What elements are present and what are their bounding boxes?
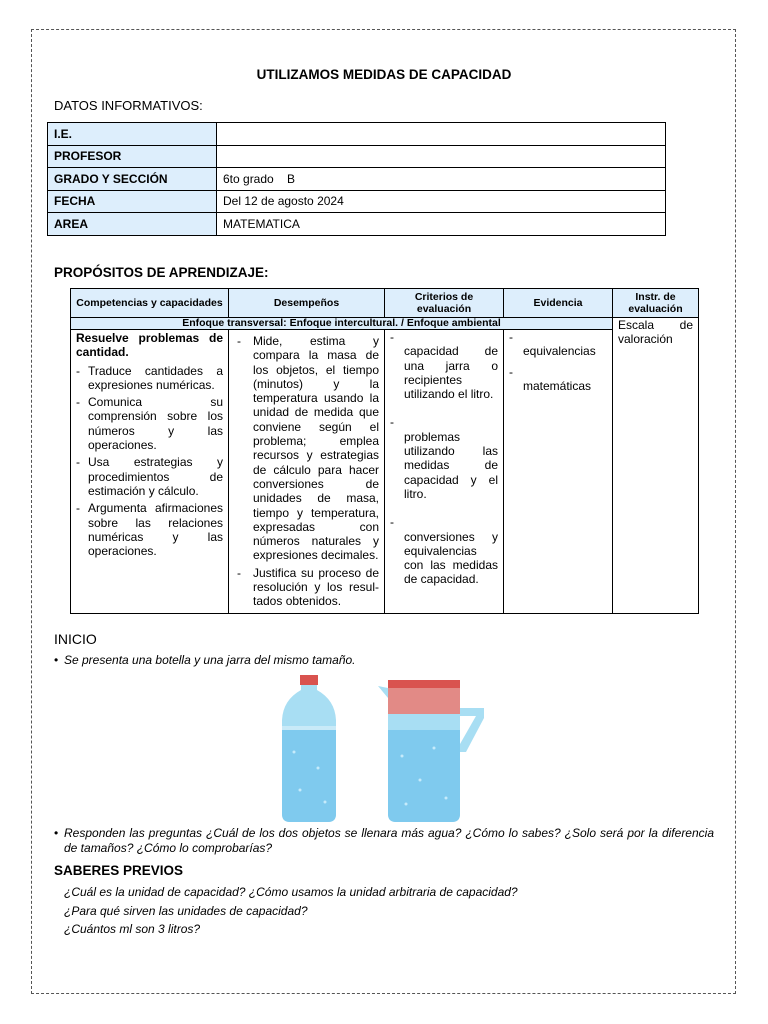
- criterios-cell: - capacidad de una jarra o recipientes utilizando el litro. - problemas utilizando las medidas de capacidad y el litro. - conversiones y equivalencias con las medidas de capacidad.: [385, 330, 504, 614]
- info-label: I.E.: [48, 123, 217, 146]
- table-header-row: [71, 289, 699, 318]
- competencia-title: Resuelve problemas de cantidad.: [76, 331, 223, 360]
- instrumento-cell: [613, 318, 699, 614]
- info-label: GRADO Y SECCIÓN: [48, 168, 217, 191]
- criterio-text: capacidad de una jarra o recipientes utilizando el litro.: [404, 344, 498, 402]
- info-value-grado: 6to grado B: [217, 168, 666, 191]
- inicio-item: [54, 653, 714, 667]
- bullet-icon: •: [54, 653, 59, 667]
- info-label: PROFESOR: [48, 145, 217, 168]
- column-header: Instr. de evaluación: [613, 289, 699, 318]
- table-row: [48, 123, 666, 146]
- saberes-question: ¿Cuántos ml son 3 litros?: [64, 922, 201, 936]
- info-value-fecha: Del 12 de agosto 2024: [217, 190, 666, 213]
- criterio-text: conversiones y equivalencias con las medidas de capacidad.: [404, 529, 498, 587]
- bullet-icon: •: [54, 826, 59, 840]
- jar-icon: [378, 680, 484, 822]
- enfoque-transversal: Enfoque transversal: Enfoque intercultural. / Enfoque ambiental: [71, 318, 613, 330]
- inicio-item-text: Se presenta una botella y una jarra del mismo tamaño.: [64, 653, 356, 667]
- competencias-cell: [71, 330, 229, 614]
- column-header: Desempeños: [229, 289, 385, 318]
- column-header: Competencias y capacidades: [71, 289, 229, 318]
- column-header: Criterios de evaluación: [385, 289, 504, 318]
- inicio-item-text: Responden las preguntas ¿Cuál de los dos objetos se llenara más agua? ¿Cómo lo sabes? ¿Solo será por la diferencia de tamaños? ¿Cómo lo comprobarías?: [64, 826, 714, 855]
- document-title: UTILIZAMOS MEDIDAS DE CAPACIDAD: [256, 67, 512, 82]
- saberes-question: ¿Cuál es la unidad de capacidad? ¿Cómo usamos la unidad arbitraria de capacidad?: [64, 885, 518, 899]
- inicio-item: [54, 826, 714, 856]
- saberes-heading: SABERES PREVIOS: [54, 863, 184, 878]
- info-value-ie: [217, 123, 666, 146]
- info-label: AREA: [48, 213, 217, 236]
- table-row: [48, 145, 666, 168]
- info-table: [47, 122, 666, 236]
- list-item: - Argumenta afirmaciones sobre las relaciones numéricas y las operaciones.: [76, 501, 223, 558]
- evidencia-text: matemáticas: [523, 378, 592, 393]
- propositos-heading: PROPÓSITOS DE APRENDIZAJE:: [54, 265, 269, 280]
- column-header: Evidencia: [504, 289, 613, 318]
- datos-informativos-label: DATOS INFORMATIVOS:: [54, 98, 203, 113]
- evidencia-cell: - equivalencias - matemáticas: [504, 330, 613, 614]
- criterio-text: problemas utilizando las medidas de capacidad y el litro.: [404, 429, 498, 501]
- bottle-and-jar-illustration: [270, 672, 490, 824]
- list-item: - Comunica su comprensión sobre los números y las operaciones.: [76, 395, 223, 452]
- inicio-heading: INICIO: [54, 631, 97, 647]
- table-row: [48, 190, 666, 213]
- saberes-question: ¿Para qué sirven las unidades de capacidad?: [64, 904, 308, 918]
- desempenos-list: [234, 334, 379, 609]
- propositos-table: [70, 288, 699, 614]
- list-item: - Mide, estima y compara la masa de los objetos, el tiempo (minutos) y la temperatura usando la unidad de medida que conviene según el problema; emplea recursos y estrategias de cálculo para hacer conversiones de unidades de masa, tiempo y temperatura, expresadas con números naturales y expresiones decimales.: [237, 334, 379, 563]
- desempenos-cell: [229, 330, 385, 614]
- list-item: - Traduce cantidades a expresiones numéricas.: [76, 364, 223, 393]
- list-item: - Usa estrategias y procedimientos de estimación y cálculo.: [76, 455, 223, 498]
- info-label: FECHA: [48, 190, 217, 213]
- table-row: [48, 213, 666, 236]
- bottle-icon: [282, 675, 336, 822]
- capacidades-list: [76, 364, 223, 559]
- list-item: - Justifica su proceso de resolución y los resul-tados obtenidos.: [237, 566, 379, 609]
- evidencia-text: equivalencias: [523, 344, 596, 359]
- instrumento-text: Escala de valoración: [618, 318, 693, 347]
- table-row: [71, 330, 699, 614]
- table-row: [48, 168, 666, 191]
- info-value-area: MATEMATICA: [217, 213, 666, 236]
- info-value-profesor: [217, 145, 666, 168]
